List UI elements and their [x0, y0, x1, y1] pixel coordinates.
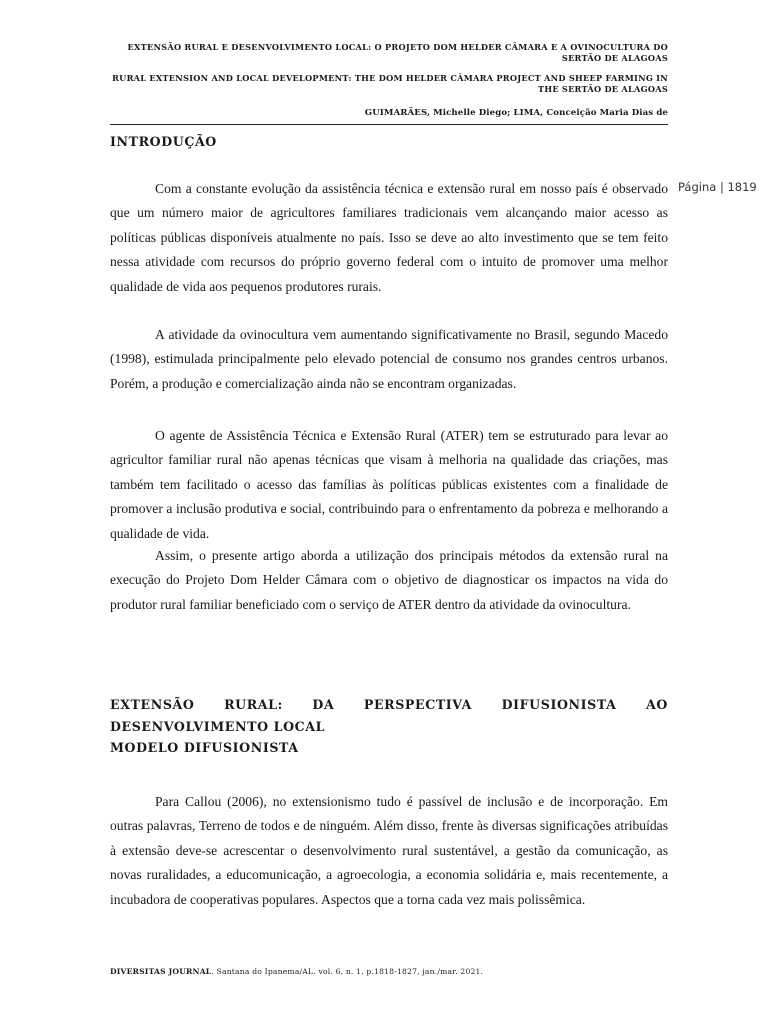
running-header-title-pt: EXTENSÃO RURAL E DESENVOLVIMENTO LOCAL: O PROJETO DOM HELDER CÂMARA E A OVINOCULTURA DO SERTÃO DE ALAGOAS: [127, 42, 668, 63]
intro-paragraph-2: A atividade da ovinocultura vem aumentando significativamente no Brasil, segundo Macedo (1998), estimulada principalmente pelo elevado potencial de consumo nos grandes centros urbanos. Porém, a produção e comercialização ainda não se encontram organizadas.: [110, 327, 668, 391]
section-heading-introducao: INTRODUÇÃO: [110, 134, 217, 149]
footer-citation-details: . Santana do Ipanema/AL. vol. 6, n. 1, p.1818-1827, jan./mar. 2021.: [211, 967, 484, 976]
section2-paragraph-1: Para Callou (2006), no extensionismo tudo é passível de inclusão e de incorporação. Em outras palavras, Terreno de todos e de ninguém. Além disso, frente às diversas significações atribuídas à extensão deve-se acrescentar o desenvolvimento rural sustentável, a gestão da comunicação, as novas ruralidades, a educomunicação, a agroecologia, a economia solidária e, mais recentemente, a incubadora de cooperativas populares. Aspectos que a torna cada vez mais polissêmica.: [110, 794, 668, 907]
intro-paragraph-4: Assim, o presente artigo aborda a utilização dos principais métodos da extensão rural na execução do Projeto Dom Helder Câmara com o objetivo de diagnosticar os impactos na vida do produtor rural familiar beneficiado com o serviço de ATER dentro da atividade da ovinocultura.: [110, 548, 668, 612]
footer-citation: [110, 967, 668, 976]
running-header-title-en: RURAL EXTENSION AND LOCAL DEVELOPMENT: THE DOM HELDER CÂMARA PROJECT AND SHEEP FARMING IN THE SERTÃO DE ALAGOAS: [112, 73, 668, 94]
running-header-authors: GUIMARÃES, Michelle Diego; LIMA, Conceição Maria Dias de: [364, 108, 668, 118]
header-divider: [110, 124, 668, 125]
section-heading-extensao-rural: EXTENSÃO RURAL: DA PERSPECTIVA DIFUSIONISTA AO DESENVOLVIMENTO LOCAL: [110, 697, 668, 734]
footer-journal-name: DIVERSITAS JOURNAL: [110, 967, 212, 976]
intro-paragraph-1: Com a constante evolução da assistência técnica e extensão rural em nosso país é observado que um número maior de agricultores familiares tradicionais vem alcançando maior acesso as políticas públicas disponíveis atualmente no país. Isso se deve ao alto investimento que se tem feito nessa atividade com recursos do próprio governo federal com o intuito de promover uma melhor qualidade de vida aos pequenos produtores rurais.: [110, 181, 668, 294]
page-number-label: Página | 1819: [678, 180, 757, 194]
subsection-heading-modelo-difusionista: MODELO DIFUSIONISTA: [110, 740, 299, 755]
intro-paragraph-3: O agente de Assistência Técnica e Extensão Rural (ATER) tem se estruturado para levar ao agricultor familiar rural não apenas técnicas que visam à melhoria na qualidade das criações, mas também tem facilitado o acesso das famílias às políticas públicas existentes com a finalidade de promover a inclusão produtiva e social, contribuindo para o enfrentamento da pobreza e melhorando a qualidade de vida.: [110, 428, 668, 541]
